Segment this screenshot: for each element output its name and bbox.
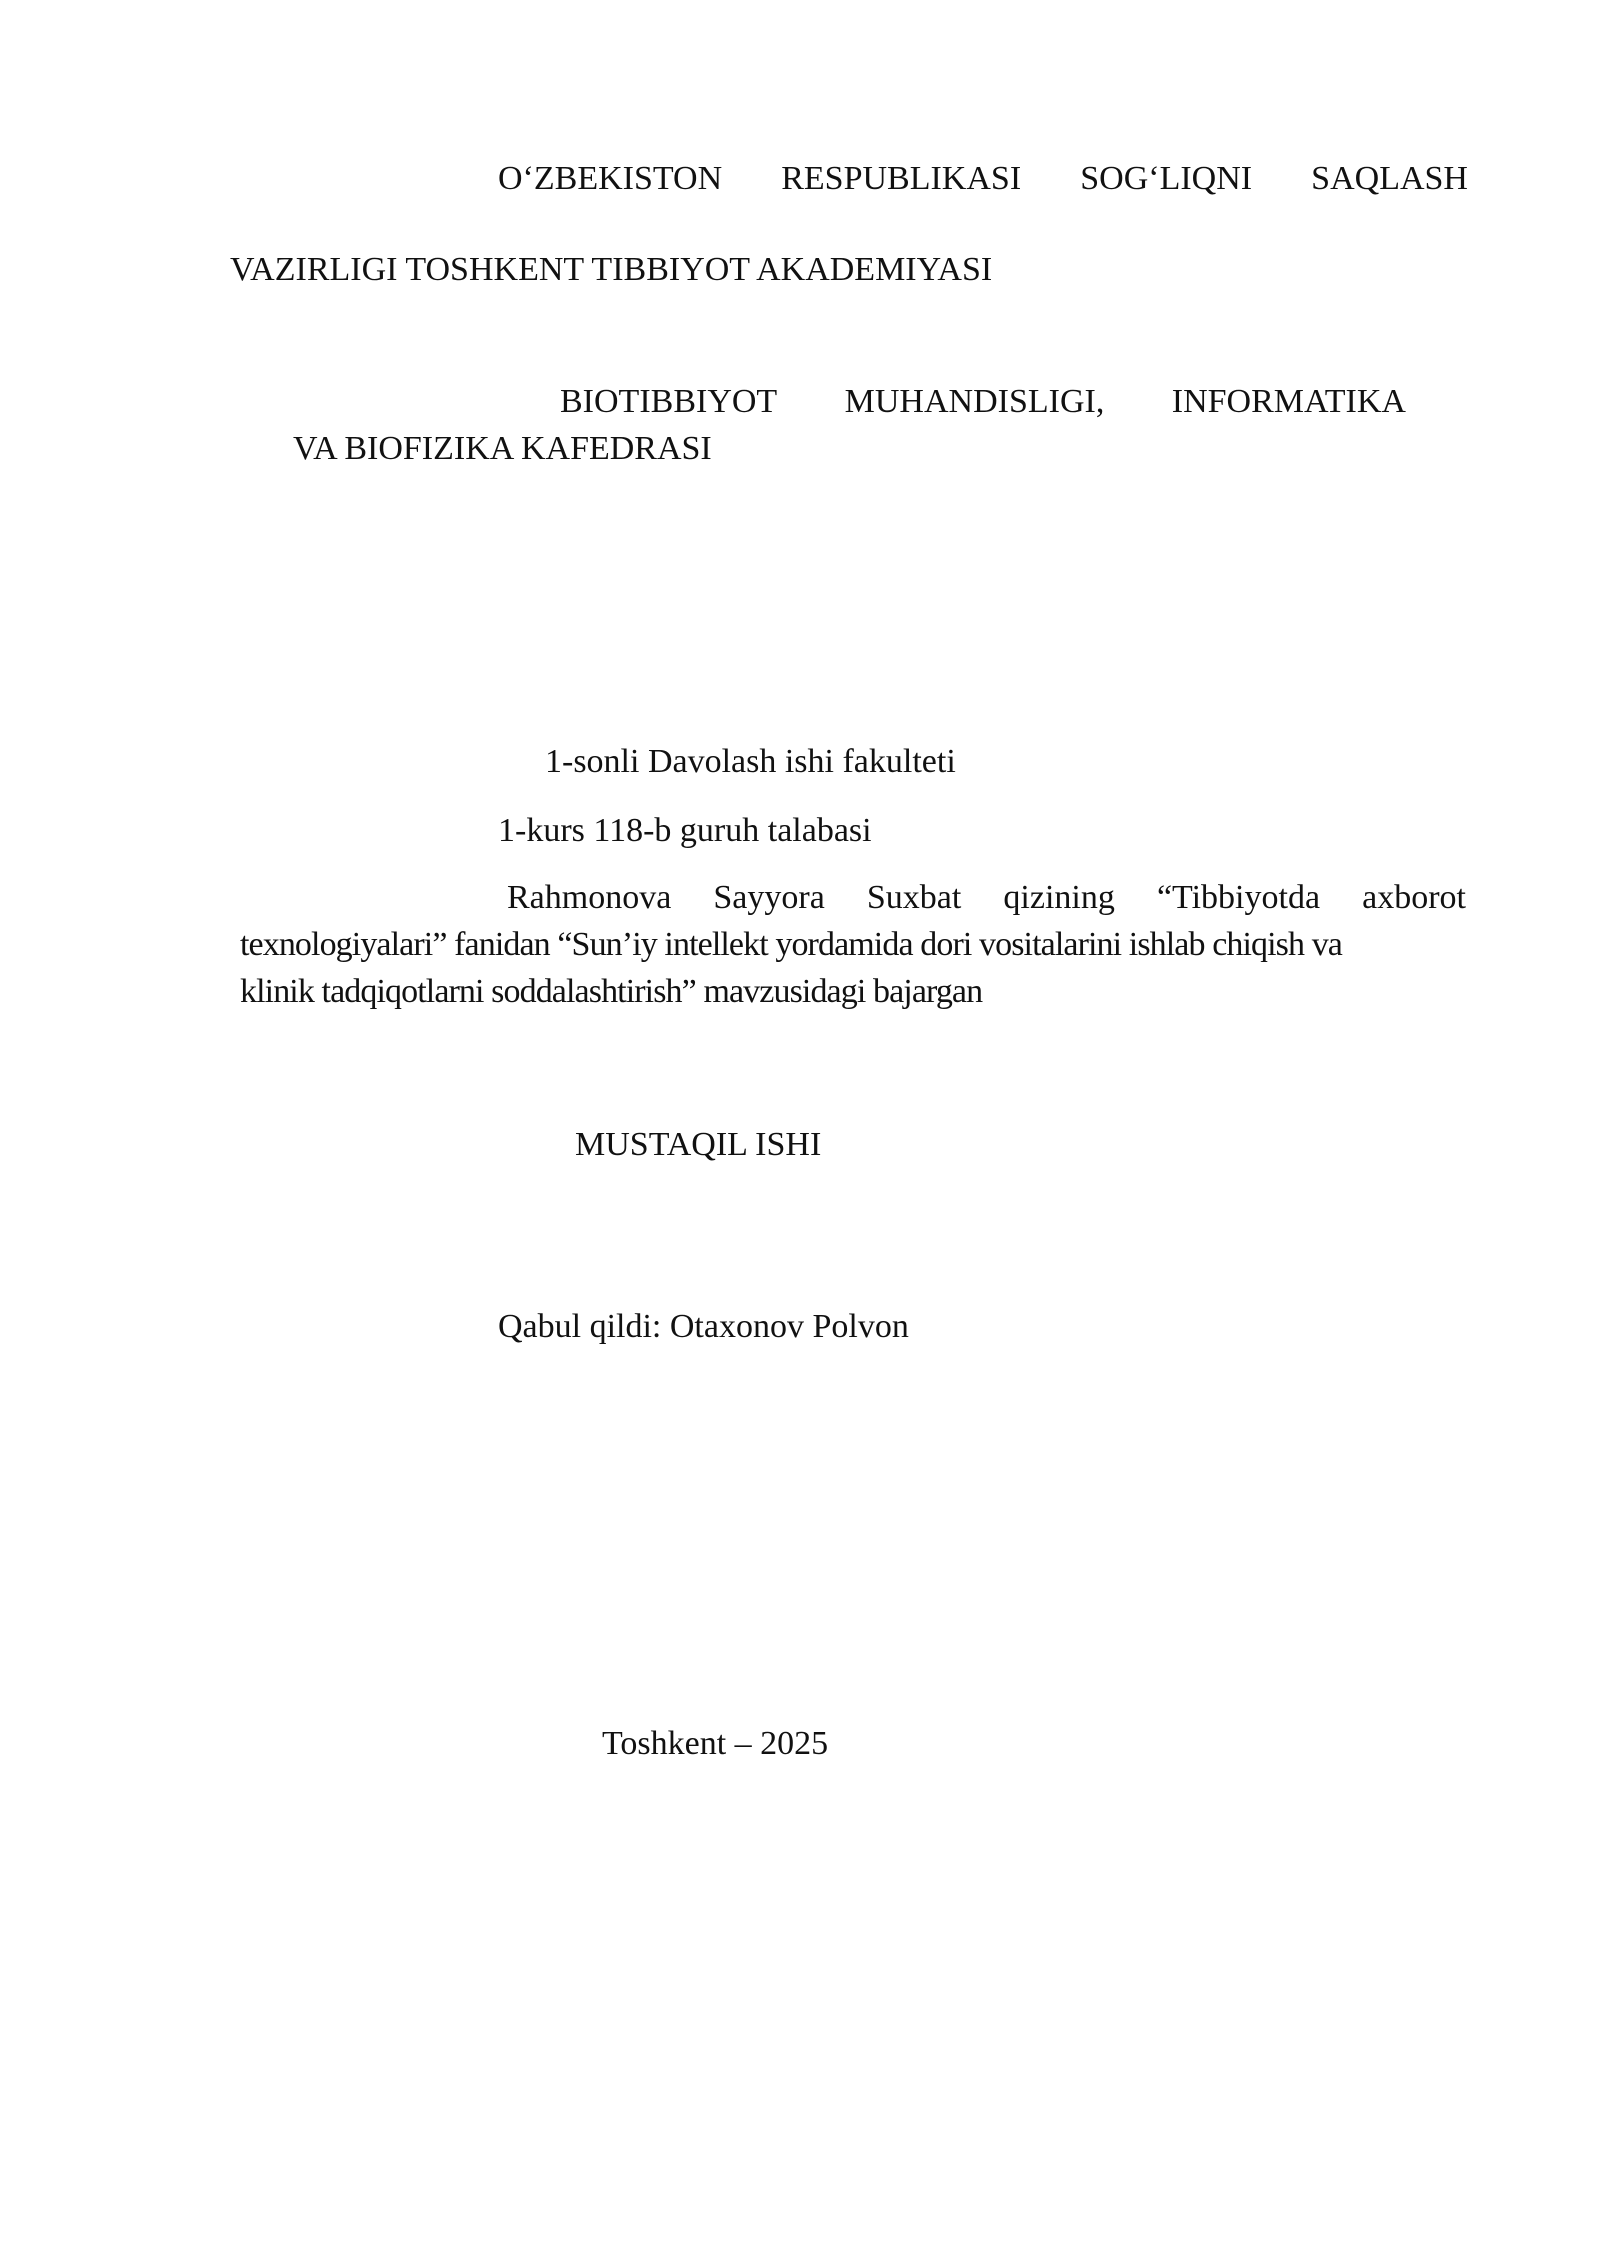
department-title-line-2: VA BIOFIZIKA KAFEDRASI xyxy=(293,430,712,467)
work-description-line-2: texnologiyalari” fanidan “Sun’iy intellekt yordamida dori vositalarini ishlab chiqish va xyxy=(240,926,1343,963)
description-word: “Tibbiyotda xyxy=(1156,879,1321,916)
ministry-title-line-1 xyxy=(498,155,1468,203)
ministry-word: SAQLASH xyxy=(1311,160,1468,197)
description-word: Sayyora xyxy=(713,879,825,916)
description-word: qizining xyxy=(1003,879,1115,916)
department-word: MUHANDISLIGI, xyxy=(844,383,1105,420)
ministry-word: SOG‘LIQNI xyxy=(1080,160,1253,197)
ministry-word: RESPUBLIKASI xyxy=(781,160,1022,197)
ministry-word: O‘ZBEKISTON xyxy=(498,160,723,197)
ministry-title-line-2: VAZIRLIGI TOSHKENT TIBBIYOT AKADEMIYASI xyxy=(230,251,993,288)
work-description xyxy=(240,874,1466,1015)
department-title-line-1 xyxy=(560,378,1406,426)
department-word: BIOTIBBIYOT xyxy=(560,383,778,420)
work-type-title: MUSTAQIL ISHI xyxy=(575,1126,822,1163)
work-description-line-3: klinik tadqiqotlarni soddalashtirish” mavzusidagi bajargan xyxy=(240,973,983,1010)
description-word: Suxbat xyxy=(866,879,962,916)
department-word: INFORMATIKA xyxy=(1171,383,1406,420)
group-line: 1-kurs 118-b guruh talabasi xyxy=(498,812,872,849)
description-word: Rahmonova xyxy=(507,879,672,916)
faculty-line: 1-sonli Davolash ishi fakulteti xyxy=(545,743,956,780)
work-description-line-1 xyxy=(507,874,1466,921)
accepted-by-line: Qabul qildi: Otaxonov Polvon xyxy=(498,1308,909,1345)
city-year-footer: Toshkent – 2025 xyxy=(602,1725,829,1762)
description-word: axborot xyxy=(1362,879,1466,916)
